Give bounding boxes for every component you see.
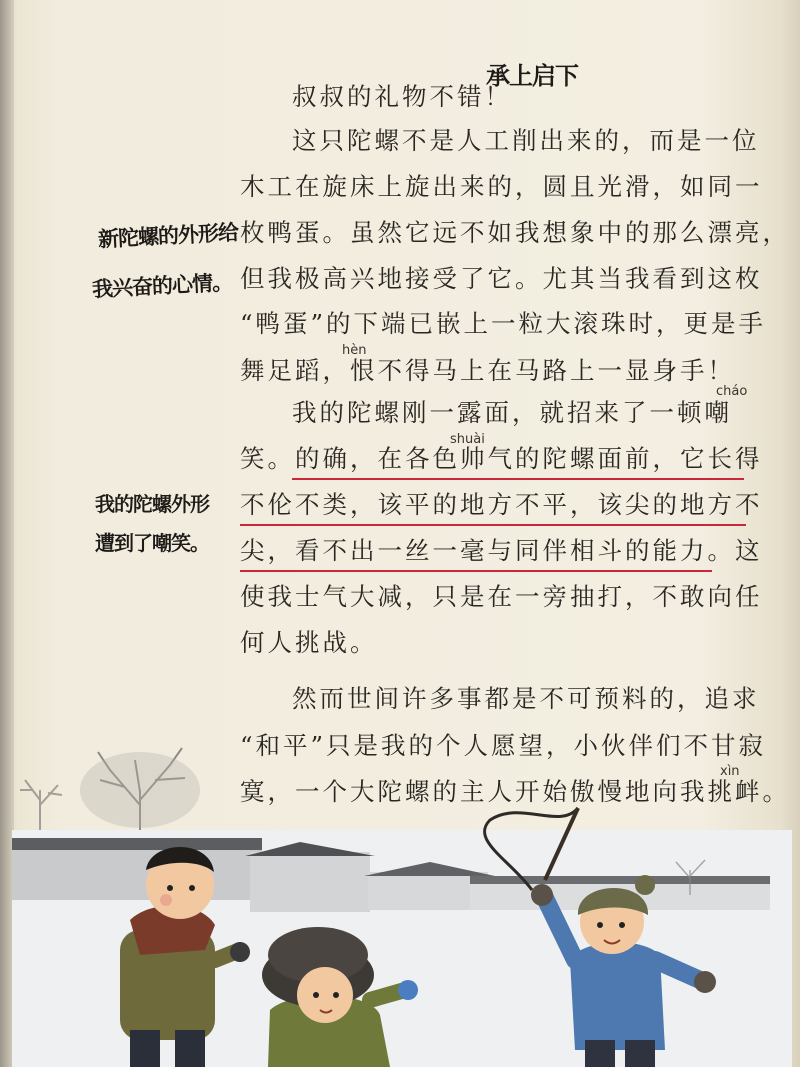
handwritten-side-note-2-line1: 我的陀螺外形 [95,492,209,516]
text-line-15: “和平”只是我的个人愿望，小伙伴们不甘寂 [240,731,767,760]
bare-tree-center [80,748,200,840]
text-line-5: 但我极高兴地接受了它。尤其当我看到这枚 [240,264,763,293]
text-line-12: 使我士气大减，只是在一旁抽打，不敢向任 [240,582,763,611]
text-line-9: 笑。的确，在各色帅气的陀螺面前，它长得 [240,444,763,473]
pinyin-xin: xìn [720,764,740,779]
bare-tree-left [20,780,62,835]
text-line-1: 叔叔的礼物不错！ [292,82,512,111]
text-line-13: 何人挑战。 [240,628,378,657]
handwritten-top-note: 承上启下 [486,62,578,90]
handwritten-side-note-2-line2: 遭到了嘲笑。 [95,531,209,555]
text-line-14: 然而世间许多事都是不可预料的，追求 [292,684,760,713]
text-line-4: 枚鸭蛋。虽然它远不如我想象中的那么漂亮， [240,218,790,247]
pinyin-chao: cháo [716,384,748,399]
handwritten-side-note-1-line2: 我兴奋的心情。 [91,270,233,302]
text-line-2: 这只陀螺不是人工削出来的，而是一位 [292,126,760,155]
text-line-16: 寞，一个大陀螺的主人开始傲慢地向我挑衅。 [240,777,790,806]
text-line-6: “鸭蛋”的下端已嵌上一粒大滚珠时，更是手 [240,309,767,338]
handwritten-side-note-1-line1: 新陀螺的外形给 [97,220,239,252]
text-line-8: 我的陀螺刚一露面，就招来了一顿嘲 [292,398,732,427]
text-line-7: 舞足蹈，恨不得马上在马路上一显身手！ [240,356,735,385]
text-line-11: 尖，看不出一丝一毫与同伴相斗的能力。这 [240,536,763,565]
pinyin-hen: hèn [342,343,367,358]
text-line-3: 木工在旋床上旋出来的，圆且光滑，如同一 [240,172,763,201]
text-line-10: 不伦不类，该平的地方不平，该尖的地方不 [240,490,763,519]
pinyin-shuai: shuài [450,432,485,447]
